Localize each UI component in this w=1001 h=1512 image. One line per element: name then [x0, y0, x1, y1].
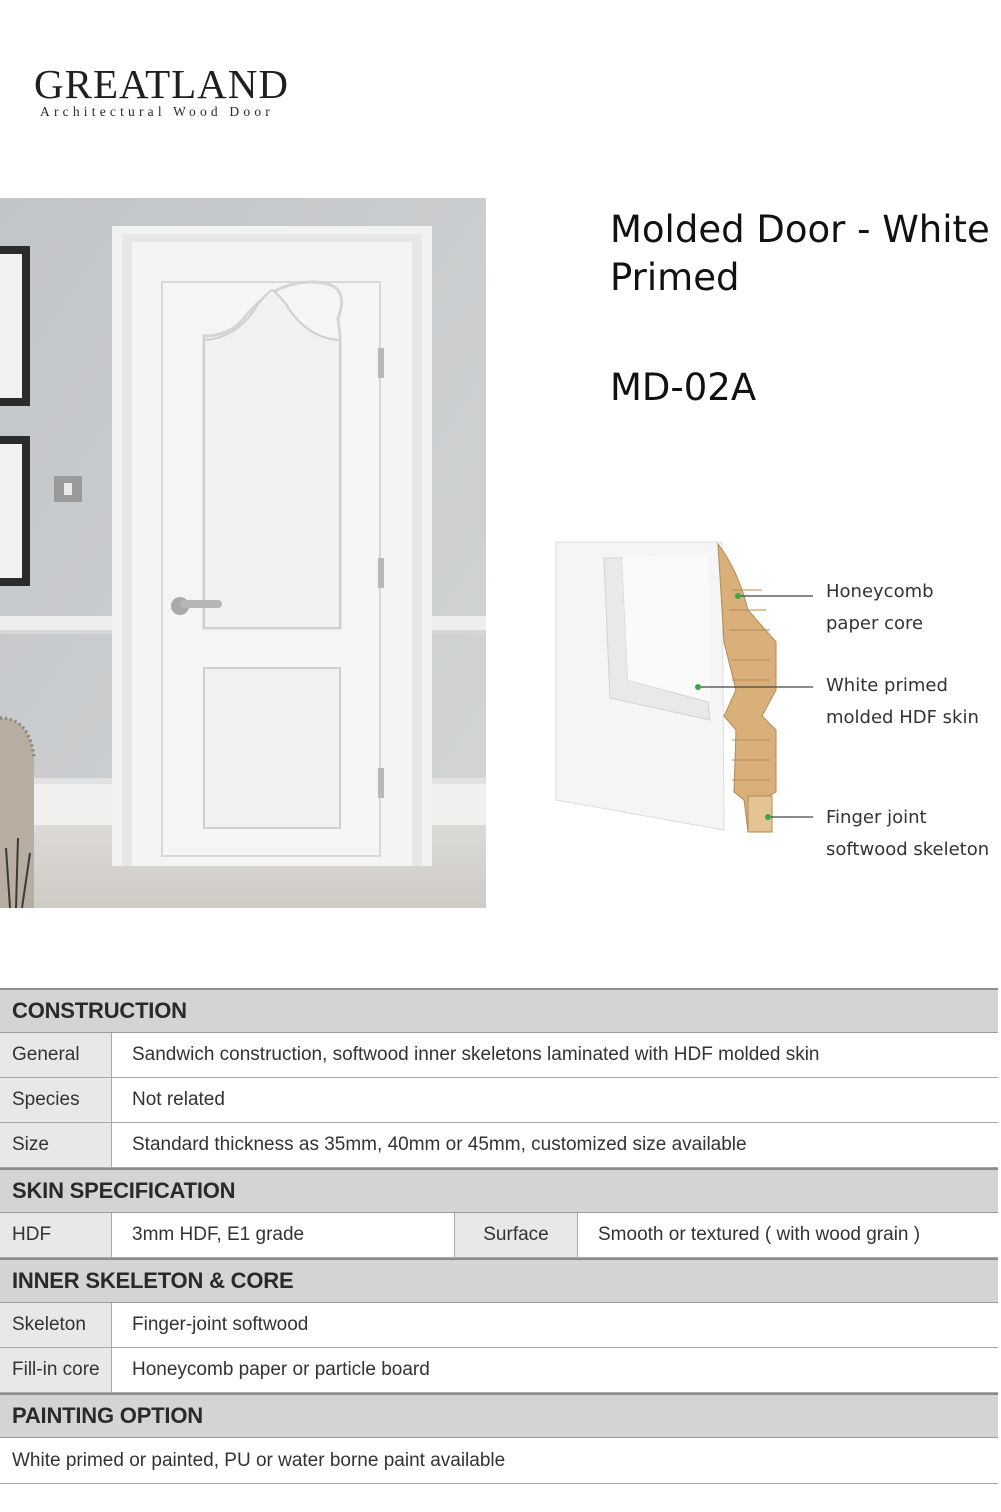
row-label: General: [0, 1033, 112, 1077]
surface-value: Smooth or textured ( with wood grain ): [578, 1213, 998, 1257]
label-hdf-skin: White primed molded HDF skin: [826, 675, 979, 728]
row-value: Sandwich construction, softwood inner skeletons laminated with HDF molded skin: [112, 1033, 998, 1077]
row-label: Skeleton: [0, 1303, 112, 1347]
table-row: [0, 1213, 998, 1258]
row-label: Size: [0, 1123, 112, 1167]
surface-label: Surface: [455, 1213, 578, 1257]
table-row: [0, 1033, 998, 1078]
brand-tagline: Architectural Wood Door: [40, 104, 274, 119]
row-value: Honeycomb paper or particle board: [112, 1348, 998, 1392]
table-row: [0, 1123, 998, 1168]
table-row: [0, 1303, 998, 1348]
section-skin-heading: SKIN SPECIFICATION: [0, 1168, 998, 1213]
label-honeycomb: Honeycomb paper core: [826, 581, 934, 634]
table-row: [0, 1348, 998, 1393]
door-photo: [0, 198, 486, 908]
section-painting-heading: PAINTING OPTION: [0, 1393, 998, 1438]
label-skeleton: Finger joint softwood skeleton: [826, 807, 990, 860]
row-value: Finger-joint softwood: [112, 1303, 998, 1347]
row-value: Not related: [112, 1078, 998, 1122]
section-core-heading: INNER SKELETON & CORE: [0, 1258, 998, 1303]
row-value: Standard thickness as 35mm, 40mm or 45mm, customized size available: [112, 1123, 998, 1167]
table-row: [0, 1078, 998, 1123]
row-label: Species: [0, 1078, 112, 1122]
product-title: Molded Door - White Primed: [610, 208, 990, 299]
hdf-value: 3mm HDF, E1 grade: [112, 1213, 455, 1257]
brand-logo: [34, 61, 306, 120]
painting-value: White primed or painted, PU or water borne paint available: [0, 1438, 998, 1484]
brand-name: GREATLAND: [34, 61, 289, 107]
hdf-label: HDF: [0, 1213, 112, 1257]
spec-table: [0, 988, 998, 1484]
section-construction-heading: CONSTRUCTION: [0, 988, 998, 1033]
door-cross-section-diagram: [548, 530, 1001, 870]
product-model: MD-02A: [610, 366, 757, 409]
row-label: Fill-in core: [0, 1348, 112, 1392]
